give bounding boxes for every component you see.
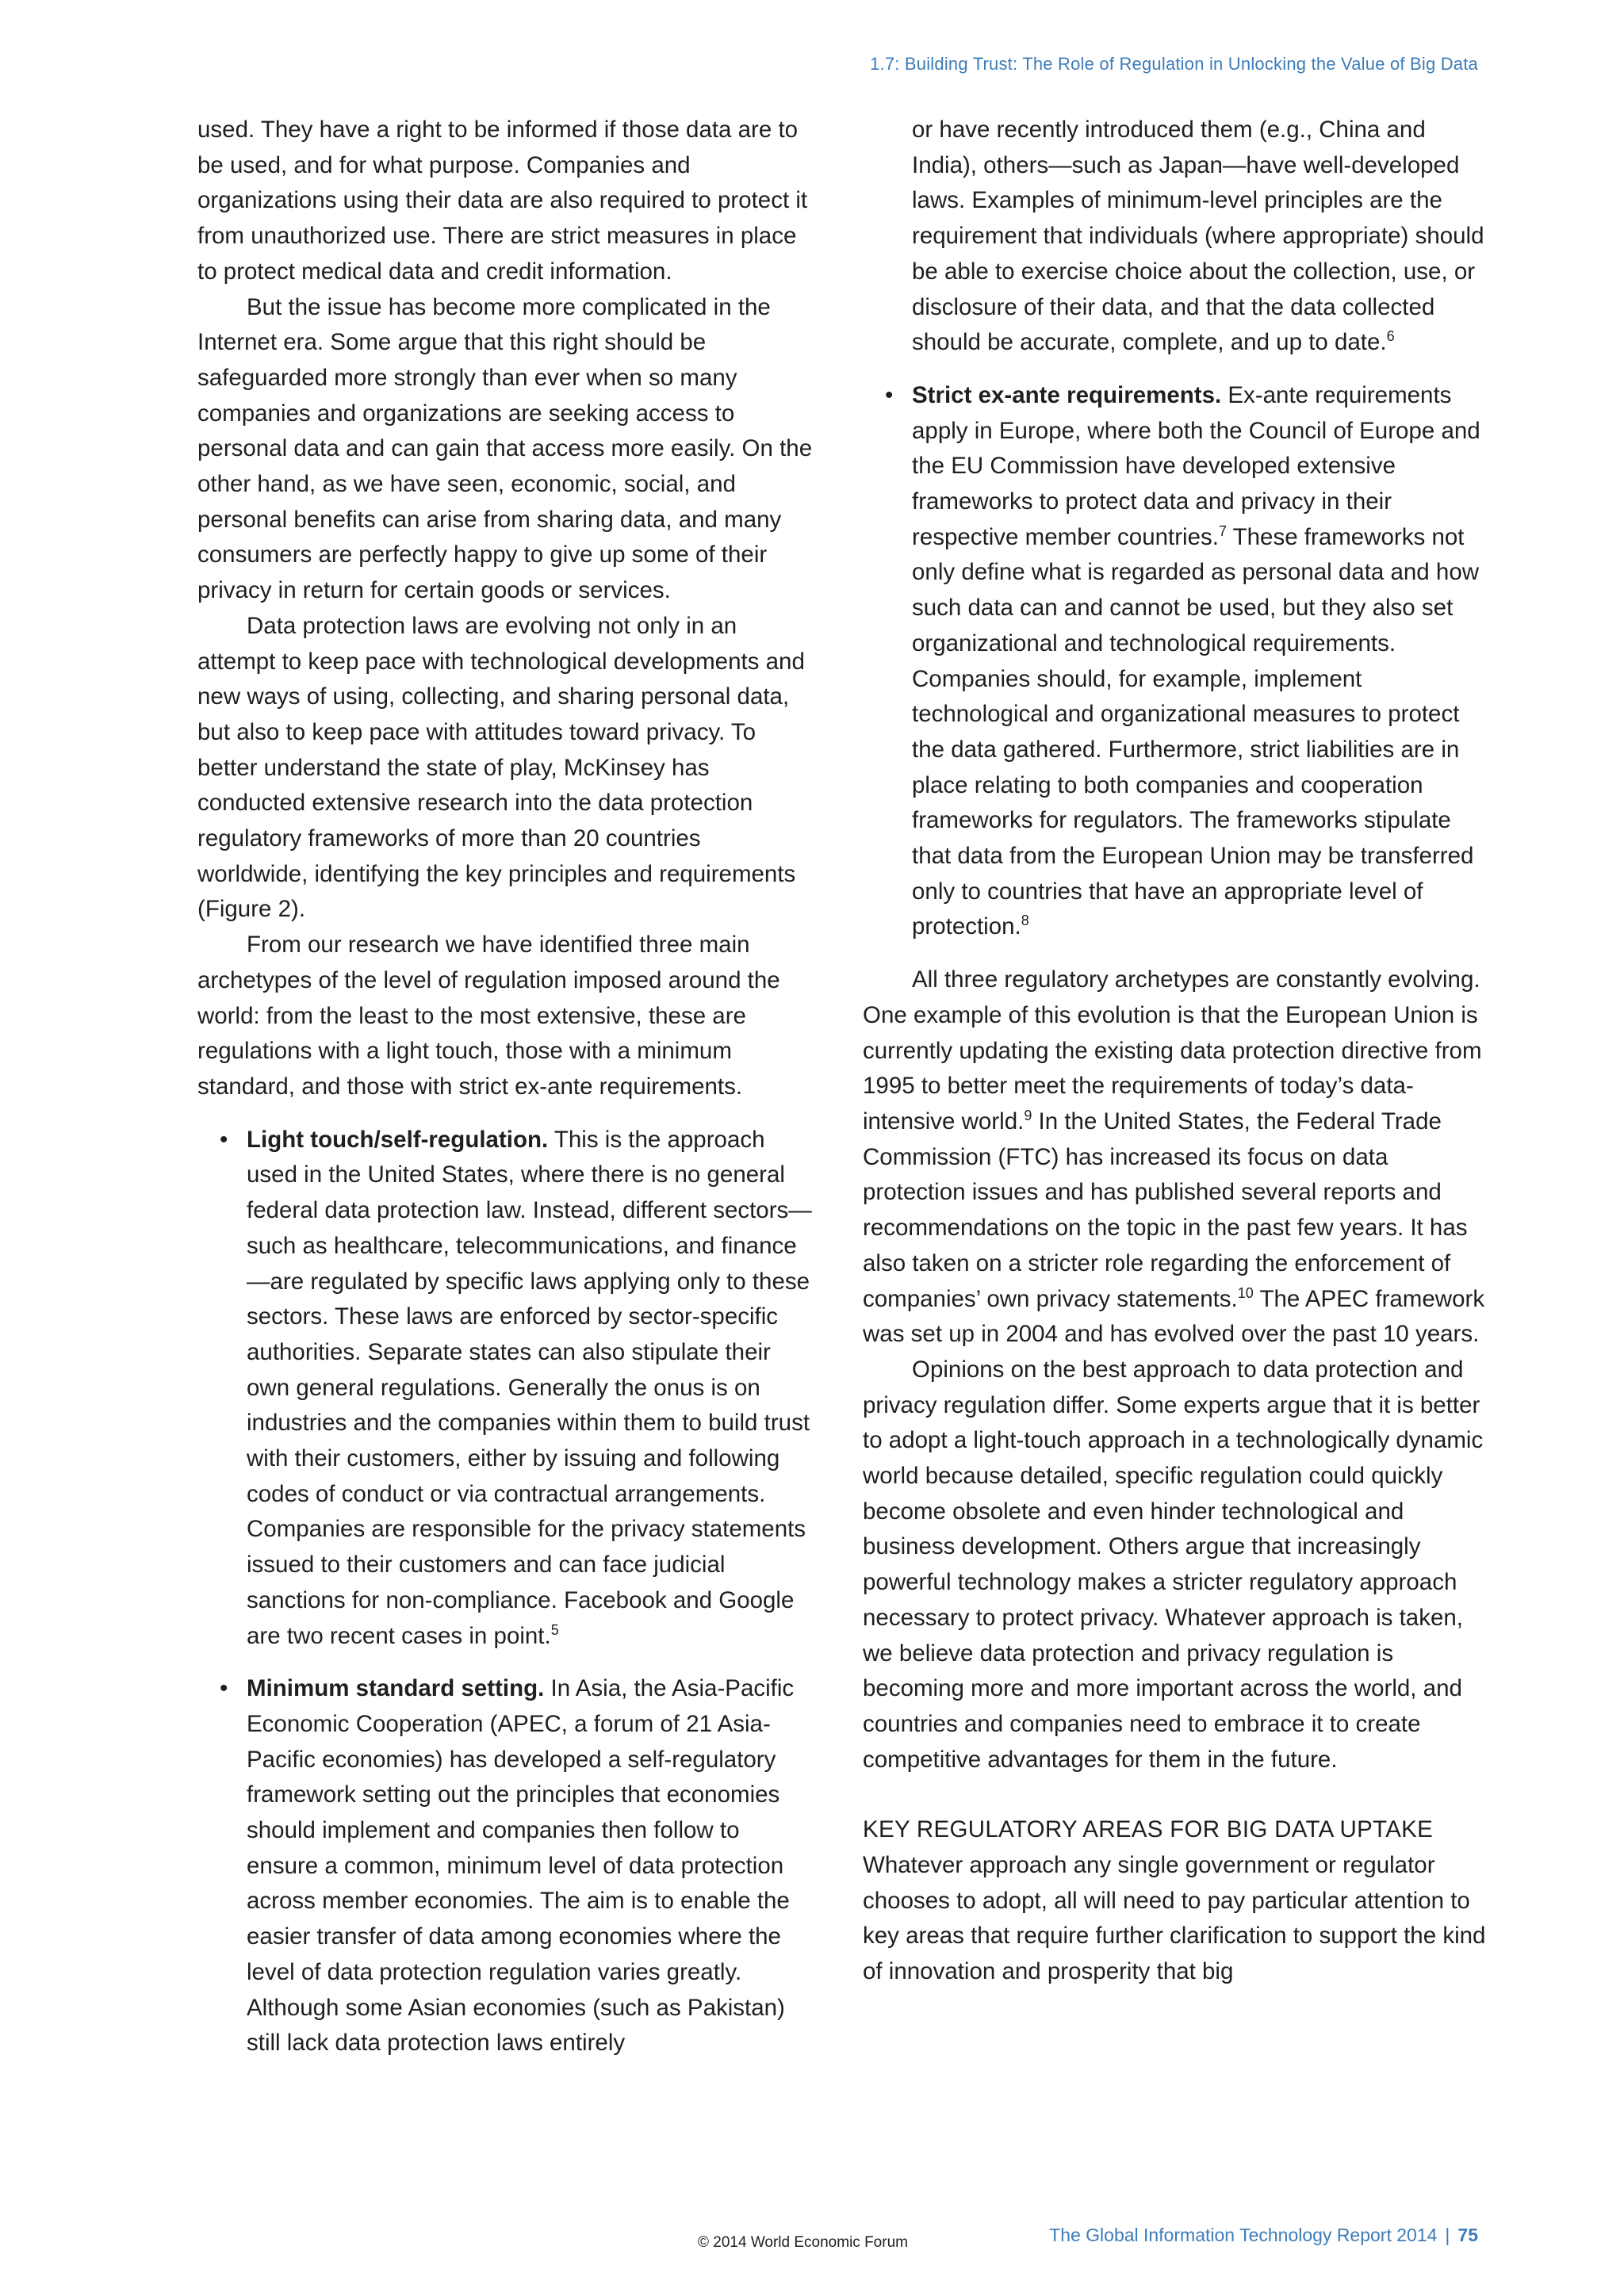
paragraph: Whatever approach any single government or regulator chooses to adopt, all will need to pay particular attention to key areas that require further clarification to support the kind of innovation and prosperity that big (863, 1852, 1486, 1985)
running-header: 1.7: Building Trust: The Role of Regulation in Unlocking the Value of Big Data (870, 54, 1478, 74)
footnote-ref: 9 (1024, 1107, 1032, 1123)
list-item-light-touch (247, 1123, 816, 1655)
section-heading: KEY REGULATORY AREAS FOR BIG DATA UPTAKE (863, 1816, 1434, 1843)
bullet-lead: Strict ex-ante requirements. (912, 381, 1222, 408)
paragraph (863, 962, 1489, 1353)
right-column (863, 113, 1489, 1990)
footnote-ref: 6 (1386, 328, 1395, 345)
bullet-text: In Asia, the Asia-Pacific Economic Cooperation (APEC, a forum of 21 Asia-Pacific economies) has developed a self-regulatory framework setting out the principles that economies should implement and companies then follow to ensure a common, minimum level of data protection across member economies. The aim is to enable the easier transfer of data among economies where the level of data protection regulation varies greatly. Although some Asian economies (such as Pakistan) still lack data protection laws entirely (247, 1675, 795, 2057)
paragraph: From our research we have identified three main archetypes of the level of regulation imposed around the world: from the least to the most extensive, these are regulations with a light touch, those with a minimum standard, and those with strict ex-ante requirements. (197, 932, 780, 1100)
paragraph: Opinions on the best approach to data protection and privacy regulation differ. Some experts argue that it is better to adopt a light-touch approach in a technologically dynamic world because detailed, specific regulation could quickly become obsolete and even hinder technological and business development. Others argue that increasingly powerful technology makes a stricter regulatory approach necessary to protect privacy. Whatever approach is taken, we believe data protection and privacy regulation is becoming more and more important across the world, and countries and companies need to embrace it to create competitive advantages for them in the future. (863, 1356, 1484, 1773)
bullet-lead: Minimum standard setting. (247, 1675, 545, 1702)
footnote-ref: 10 (1237, 1284, 1254, 1301)
archetype-list-right (863, 378, 1489, 945)
footnote-ref: 7 (1218, 522, 1227, 539)
report-title: The Global Information Technology Report 2014 (1049, 2225, 1438, 2245)
footer-report-info (1049, 2225, 1478, 2246)
paragraph-text: All three regulatory archetypes are constantly evolving. One example of this evolution is that the European Union is currently updating the existing data protection directive from 1995 to better meet the requirements of today’s data-intensive world. (863, 966, 1482, 1135)
bullet-text: This is the approach used in the United States, where there is no general federal data protection law. Instead, different sectors—such as healthcare, telecommunications, and finance—are regulated by specific laws applying only to these sectors. These laws are enforced by sector-specific authorities. Separate states can also stipulate their own general regulations. Generally the onus is on industries and the companies within them to build trust with their customers, either by issuing and following codes of conduct or via contractual arrangements. Companies are responsible for the privacy statements issued to their customers and can face judicial sanctions for non-compliance. Facebook and Google are two recent cases in point. (247, 1126, 812, 1649)
bullet-text: or have recently introduced them (e.g., China and India), others—such as Japan—have well-developed laws. Examples of minimum-level principles are the requirement that individuals (where appropriate) should be able to exercise choice about the collection, use, or disclosure of their data, and that the data collected should be accurate, complete, and up to date. (912, 117, 1484, 356)
list-item-minimum-standard (247, 1671, 816, 2061)
bullet-lead: Light touch/self-regulation. (247, 1126, 549, 1153)
paragraph: Data protection laws are evolving not only in an attempt to keep pace with technological developments and new ways of using, collecting, and sharing personal data, but also to keep pace with attitudes toward privacy. To better understand the state of play, McKinsey has conducted extensive research into the data protection regulatory frameworks of more than 20 countries worldwide, identifying the key principles and requirements (Figure 2). (197, 612, 805, 923)
bullet-text: These frameworks not only define what is regarded as personal data and how such data can and cannot be used, but they also set organizational and technological requirements. Companies should, for example, implement technological and organizational measures to protect the data gathered. Furthermore, strict liabilities are in place relating to both companies and cooperation frameworks for regulators. The frameworks stipulate that data from the European Union may be transferred only to countries that have an appropriate level of protection. (912, 523, 1480, 940)
page-number: 75 (1457, 2225, 1478, 2245)
copyright-notice: © 2014 World Economic Forum (698, 2234, 908, 2251)
list-item-continuation (912, 113, 1489, 361)
paragraph-text: In the United States, the Federal Trade Commission (FTC) has increased its focus on data protection issues and has published several reports and recommendations on the topic in the past few years. It has also taken on a stricter role regarding the enforcement of companies’ own privacy statements. (863, 1108, 1468, 1312)
separator: | (1445, 2225, 1450, 2245)
footnote-ref: 5 (550, 1621, 559, 1638)
archetype-list (197, 1123, 816, 2061)
paragraph: But the issue has become more complicated in the Internet era. Some argue that this right should be safeguarded more strongly than ever when so many companies and organizations are seeking access to personal data and can gain that access more easily. On the other hand, as we have seen, economic, social, and personal benefits can arise from sharing data, and many consumers are perfectly happy to give up some of their privacy in return for certain goods or services. (197, 293, 813, 604)
left-column (197, 113, 816, 2079)
bullet-text: Ex-ante requirements apply in Europe, where both the Council of Europe and the EU Commission have developed extensive frameworks to protect data and privacy in their respective member countries. (912, 381, 1480, 550)
list-item-strict-ex-ante (912, 378, 1489, 945)
archetype-list-continued (863, 113, 1489, 361)
footnote-ref: 8 (1021, 913, 1029, 929)
paragraph: used. They have a right to be informed if those data are to be used, and for what purpose. Companies and organizations using their data are also required to protect it from unauthorized use. There are strict measures in place to protect medical data and credit information. (197, 117, 808, 285)
paragraph-text: The APEC framework was set up in 2004 and has evolved over the past 10 years. (863, 1285, 1485, 1348)
